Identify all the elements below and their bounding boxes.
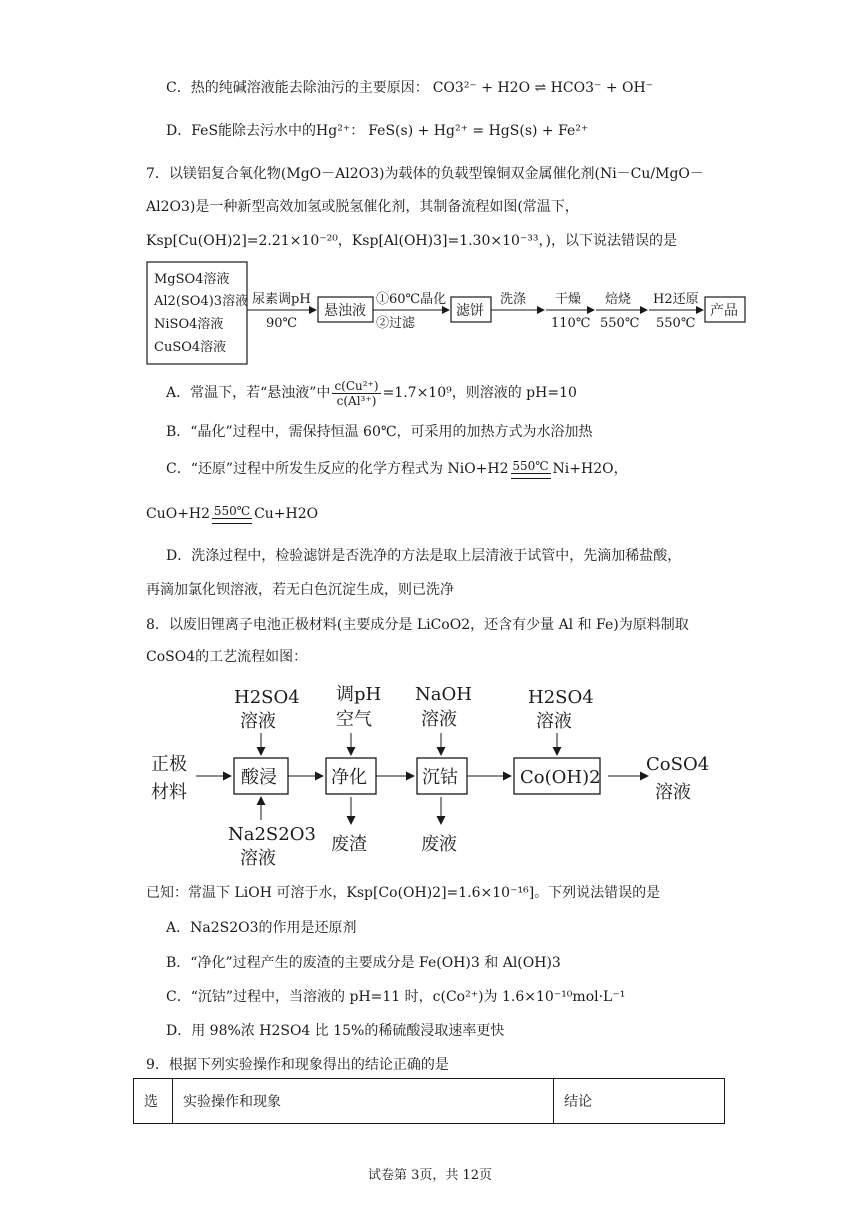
q7-option-a-fraction: $\frac{\text{c(Cu²⁺)}}{\text{c(Al³⁺)}}$ — [334, 378, 379, 408]
q8-option-d: D．用 98%浓 H2SO4 比 15%的稀硫酸浸取速率更快 — [166, 1023, 505, 1039]
q7-option-c: C．“还原”过程中所发生反应的化学方程式为 NiO+H2 550℃ Ni+H2O， — [166, 458, 628, 477]
q9-stem: 9．根据下列实验操作和现象得出的结论正确的是 — [146, 1057, 449, 1073]
q7-input-al2so43: Al2(SO4)3溶液 — [154, 294, 249, 309]
q7-stem-line2: Al2O3)是一种新型高效加氢或脱氢催化剂，其制备流程如图(常温下， — [146, 199, 579, 215]
q8-output2: 废渣 — [331, 834, 367, 855]
q7-box-filtercake-label: 滤饼 — [456, 303, 484, 319]
q8-stem-line2: CoSO4的工艺流程如图： — [146, 649, 308, 665]
q8-known: 已知：常温下 LiOH 可溶于水，Ksp[Co(OH)2]=1.6×10⁻¹⁶]。下列说法错误的是 — [146, 885, 661, 901]
q8-box-purify-label: 净化 — [331, 767, 367, 788]
q8-input4-line2: 溶液 — [536, 711, 572, 732]
q8-input1-line2: 溶液 — [240, 711, 276, 732]
q7-input-mgso4: MgSO4溶液 — [154, 272, 230, 287]
q7-step6-top: H2还原 — [653, 292, 699, 307]
q8-input4-line1: H2SO4 — [528, 687, 594, 708]
q7-stem-line3: Ksp[Cu(OH)2]=2.21×10⁻²⁰，Ksp[Al(OH)3]=1.30×10⁻³³，)，以下说法错误的是 — [146, 233, 677, 249]
q8-option-c: C．“沉钴”过程中，当溶液的 pH=11 时，c(Co²⁺)为 1.6×10⁻¹⁰mol·L⁻¹ — [166, 989, 626, 1005]
q7-step2-bottom: ②过滤 — [376, 316, 416, 331]
q8-end-line2: 溶液 — [655, 782, 691, 803]
q7-step5-bottom: 550℃ — [600, 316, 640, 331]
q6-option-d: D．FeS能除去污水中的Hg²⁺： FeS(s) + Hg²⁺ = HgS(s) + Fe²⁺ — [166, 123, 589, 139]
q8-input2-line2: 空气 — [336, 709, 372, 730]
q7-box-product-label: 产品 — [710, 303, 738, 319]
q6-option-d-equation: FeS(s) + Hg²⁺ = HgS(s) + Fe²⁺ — [368, 123, 589, 139]
q7-input-niso4: NiSO4溶液 — [154, 317, 224, 332]
page-footer: 试卷第 3页，共 12页 — [367, 1168, 493, 1183]
q7-step6-bottom: 550℃ — [656, 316, 696, 331]
q9-header-conclusion: 结论 — [554, 1079, 725, 1124]
q8-stem-line1: 8．以废旧锂离子电池正极材料(主要成分是 LiCoO2，还含有少量 Al 和 Fe)为原料制取 — [146, 617, 689, 633]
q7-option-a: A．常温下，若“悬浊液”中 $\frac{\text{c(Cu²⁺)}}{\text{c(Al³⁺)}}$ =1.7×10⁹，则溶液的 pH=10 — [166, 378, 577, 408]
q9-header-option: 选 — [134, 1079, 173, 1124]
q8-input-bottom-line1: Na2S2O3 — [228, 824, 316, 845]
q7-step1-top: 尿素调pH — [252, 292, 311, 307]
q8-option-b: B．“净化”过程产生的废渣的主要成分是 Fe(OH)3 和 Al(OH)3 — [166, 955, 561, 971]
q6-option-c: C．热的纯碱溶液能去除油污的主要原因： CO3²⁻ + H2O ⇌ HCO3⁻ + OH⁻ — [166, 80, 654, 96]
q8-start-line2: 材料 — [151, 782, 187, 803]
q7-step3-top: 洗涤 — [500, 292, 527, 307]
q7-stem-line1: 7．以镁铝复合氧化物(MgO－Al2O3)为载体的负载型镍铜双金属催化剂(Ni－Cu/MgO－ — [146, 166, 704, 182]
q6-option-c-equation: CO3²⁻ + H2O ⇌ HCO3⁻ + OH⁻ — [432, 80, 654, 96]
q8-box-cobalt-precip-label: 沉钴 — [422, 767, 458, 788]
q7-option-d-line2: 再滴加氯化钡溶液，若无白色沉淀生成，则已洗净 — [146, 582, 454, 598]
q8-input3-line2: 溶液 — [421, 709, 457, 730]
q8-option-a: A．Na2S2O3的作用是还原剂 — [166, 920, 357, 936]
q7-option-c-line2: CuO+H2 550℃ Cu+H2O — [146, 503, 319, 522]
q7-option-b: B．“晶化”过程中，需保持恒温 60℃，可采用的加热方式为水浴加热 — [166, 424, 593, 440]
q8-input2-line1: 调pH — [336, 684, 382, 705]
table-row — [134, 1079, 725, 1124]
q8-input3-line1: NaOH — [415, 684, 472, 705]
q8-box-acid-leach-label: 酸浸 — [241, 767, 277, 788]
q7-step4-bottom: 110℃ — [551, 316, 591, 331]
q7-input-cuso4: CuSO4溶液 — [154, 340, 227, 355]
q7-step2-top: ①60℃晶化 — [376, 292, 447, 307]
q8-input-bottom-line2: 溶液 — [240, 848, 276, 869]
q8-start-line1: 正极 — [151, 754, 187, 775]
q7-option-c-condition-2: 550℃ — [212, 505, 252, 524]
q7-step1-bottom: 90℃ — [266, 316, 298, 331]
q8-output3: 废液 — [421, 834, 457, 855]
q8-box-cooh2-label: Co(OH)2 — [520, 767, 601, 788]
q7-step4-top: 干燥 — [555, 292, 582, 307]
q8-end-line1: CoSO4 — [646, 754, 710, 775]
q7-option-d-line1: D．洗涤过程中，检验滤饼是否洗净的方法是取上层清液于试管中，先滴加稀盐酸， — [166, 548, 682, 564]
q7-step5-top: 焙烧 — [605, 292, 632, 307]
q9-table — [133, 1078, 725, 1124]
q7-box-suspension-label: 悬浊液 — [324, 303, 366, 319]
q8-input1-line1: H2SO4 — [234, 687, 300, 708]
q9-header-operation: 实验操作和现象 — [173, 1079, 554, 1124]
q7-option-c-condition: 550℃ — [511, 460, 551, 479]
